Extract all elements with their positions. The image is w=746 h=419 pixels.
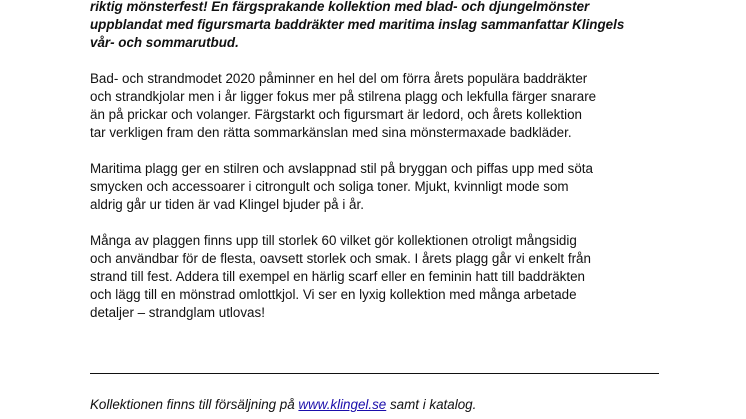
paragraph-2-line-1: Maritima plagg ger en stilren och avslappnad stil på bryggan och piffas upp med söta xyxy=(90,161,593,176)
paragraph-3-line-4: och lägg till en mönstrad omlottkjol. Vi ser en lyxig kollektion med många arbetade xyxy=(90,287,577,302)
paragraph-1-line-4: tar verkligen fram den rätta sommarkänslan med sina mönstermaxade badkläder. xyxy=(90,125,572,140)
footer-divider xyxy=(90,373,659,374)
intro-line-2: uppblandat med figursmarta baddräkter med maritima inslag sammanfattar Klingels xyxy=(90,17,625,32)
paragraph-1-line-3: än på prickar och volanger. Färgstarkt och figursmart är ledord, och årets kollektion xyxy=(90,107,582,122)
paragraph-2-line-3: aldrig går ur tiden är vad Klingel bjuder på i år. xyxy=(90,197,364,212)
footer-suffix: samt i katalog. xyxy=(386,397,477,412)
paragraph-1-line-1: Bad- och strandmodet 2020 påminner en hel del om förra årets populära baddräkter xyxy=(90,71,588,86)
paragraph-3-line-1: Många av plaggen finns upp till storlek 60 vilket gör kollektionen otroligt mångsidig xyxy=(90,233,577,248)
paragraph-3-line-2: och användbar för de flesta, oavsett storlek och smak. I årets plagg går vi enkelt från xyxy=(90,251,591,266)
footer-note xyxy=(90,396,476,413)
paragraph-2-line-2: smycken och accessoarer i citrongult och soliga toner. Mjukt, kvinnligt mode som xyxy=(90,179,569,194)
intro-line-1: riktig mönsterfest! En färgsprakande kollektion med blad- och djungelmönster xyxy=(90,0,590,14)
intro-line-3: vår- och sommarutbud. xyxy=(90,35,239,50)
paragraph-3-line-5: detaljer – strandglam utlovas! xyxy=(90,305,265,320)
paragraph-3-line-3: strand till fest. Addera till exempel en härlig scarf eller en feminin hatt till baddräkten xyxy=(90,269,585,284)
paragraph-1-line-2: och strandkjolar men i år ligger fokus mer på stilrena plagg och lekfulla färger snarare xyxy=(90,89,597,104)
footer-prefix: Kollektionen finns till försäljning på xyxy=(90,397,299,412)
klingel-website-link[interactable]: www.klingel.se xyxy=(298,397,387,412)
